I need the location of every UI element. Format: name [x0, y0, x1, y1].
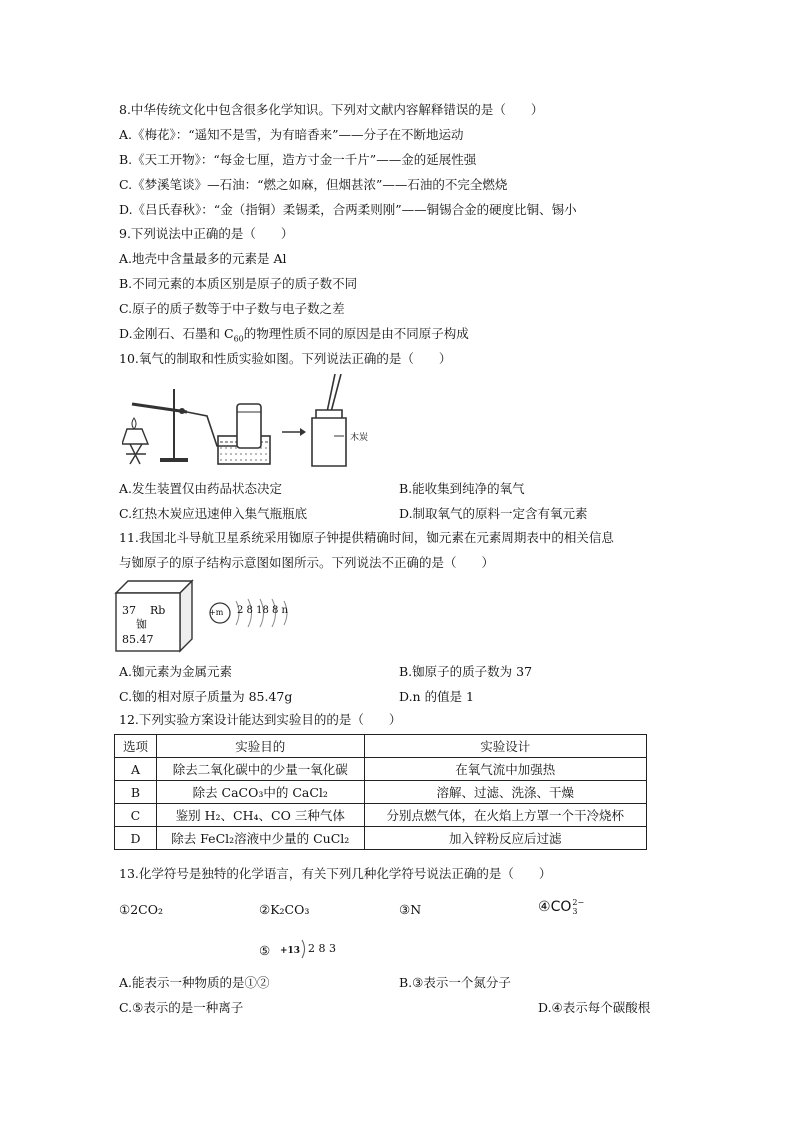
table-row — [115, 827, 647, 850]
q13-stem: 13.化学符号是独特的化学语言，有关下列几种化学符号说法正确的是（ ） — [119, 866, 552, 881]
q13-symbol-3: ③N — [399, 902, 422, 917]
row-purpose: 鉴别 H₂、CH₄、CO 三种气体 — [156, 804, 364, 827]
q10-option-d: D.制取氧气的原料一定含有氧元素 — [399, 506, 588, 521]
q10-option-a: A.发生装置仅由药品状态决定 — [119, 481, 283, 496]
row-purpose: 除去二氧化碳中的少量一氧化碳 — [156, 758, 364, 781]
row-option: C — [115, 804, 157, 827]
table-row — [115, 758, 647, 781]
al-electron-shells: 2 8 3 — [308, 942, 336, 955]
q10-option-c: C.红热木炭应迅速伸入集气瓶瓶底 — [119, 506, 308, 521]
q8-option-d: D.《吕氏春秋》：“金（指铜）柔锡柔，合两柔则刚”——铜锡合金的硬度比铜、锡小 — [119, 202, 577, 217]
rb-nucleus: +m — [209, 608, 224, 617]
q13-symbol-4: ④CO 2− 3 — [538, 898, 585, 916]
row-design: 在氧气流中加强热 — [364, 758, 646, 781]
q13-option-a: A.能表示一种物质的是①② — [119, 975, 270, 990]
row-design: 分别点燃气体，在火焰上方罩一个干冷烧杯 — [364, 804, 646, 827]
q9-option-d: D.金刚石、石墨和 $C_{60}$的物理性质不同的原因是由不同原子构成 — [119, 326, 469, 344]
q8-stem: 8.中华传统文化中包含很多化学知识。下列对文献内容解释错误的是（ ） — [119, 102, 544, 117]
table-row — [115, 781, 647, 804]
q10-option-b: B.能收集到纯净的氧气 — [399, 481, 525, 496]
charcoal-label: 木炭 — [350, 433, 369, 443]
experiment-table — [114, 734, 647, 850]
q11-stem-line2: 与铷原子的原子结构示意图如图所示。下列说法不正确的是（ ） — [119, 555, 495, 570]
q8-option-c: C.《梦溪笔谈》—石油：“燃之如麻，但烟甚浓”——石油的不完全燃烧 — [119, 177, 508, 192]
rb-atomic-mass: 85.47 — [122, 633, 154, 646]
rb-name: 铷 — [136, 618, 147, 631]
table-header-row — [115, 735, 647, 758]
oxygen-apparatus-figure — [122, 374, 362, 470]
table-row — [115, 804, 647, 827]
row-design: 溶解、过滤、洗涤、干燥 — [364, 781, 646, 804]
row-option: D — [115, 827, 157, 850]
rb-symbol: Rb — [150, 604, 166, 617]
header-purpose: 实验目的 — [156, 735, 364, 758]
q13-symbol-5-number: ⑤ — [259, 943, 271, 958]
header-design: 实验设计 — [364, 735, 646, 758]
rb-atomic-number: 37 — [122, 604, 136, 617]
q11-option-b: B.铷原子的质子数为 37 — [399, 664, 533, 679]
header-option: 选项 — [115, 735, 157, 758]
q13-symbol-2: ②K₂CO₃ — [259, 902, 310, 917]
q9-stem: 9.下列说法中正确的是（ ） — [119, 226, 294, 241]
q8-option-b: B.《天工开物》：“每金七厘，造方寸金一千片”——金的延展性强 — [119, 152, 477, 167]
rb-electron-shells: 2 8 18 8 n — [237, 605, 288, 616]
q11-stem-line1: 11.我国北斗导航卫星系统采用铷原子钟提供精确时间，铷元素在元素周期表中的相关信息 — [119, 530, 614, 545]
q9-option-b: B.不同元素的本质区别是原子的质子数不同 — [119, 276, 358, 291]
q11-option-d: D.n 的值是 1 — [399, 689, 475, 704]
q12-stem: 12.下列实验方案设计能达到实验目的的是（ ） — [119, 712, 402, 727]
al-nucleus: +13 — [280, 946, 301, 956]
row-purpose: 除去 CaCO₃中的 CaCl₂ — [156, 781, 364, 804]
q13-option-b: B.③表示一个氮分子 — [399, 975, 511, 990]
q10-stem: 10.氧气的制取和性质实验如图。下列说法正确的是（ ） — [119, 351, 452, 366]
row-purpose: 除去 FeCl₂溶液中少量的 CuCl₂ — [156, 827, 364, 850]
q8-option-a: A.《梅花》：“遥知不是雪，为有暗香来”——分子在不断地运动 — [119, 127, 464, 142]
row-design: 加入锌粉反应后过滤 — [364, 827, 646, 850]
q13-option-d: D.④表示每个碳酸根 — [538, 1000, 651, 1015]
q13-symbol-1: ①2CO₂ — [119, 902, 163, 917]
q9-option-a: A.地壳中含量最多的元素是 Al — [119, 251, 287, 266]
row-option: A — [115, 758, 157, 781]
row-option: B — [115, 781, 157, 804]
q11-option-a: A.铷元素为金属元素 — [119, 664, 233, 679]
q13-option-c: C.⑤表示的是一种离子 — [119, 1000, 244, 1015]
q11-option-c: C.铷的相对原子质量为 85.47g — [119, 689, 293, 704]
q9-option-c: C.原子的质子数等于中子数与电子数之差 — [119, 301, 345, 316]
